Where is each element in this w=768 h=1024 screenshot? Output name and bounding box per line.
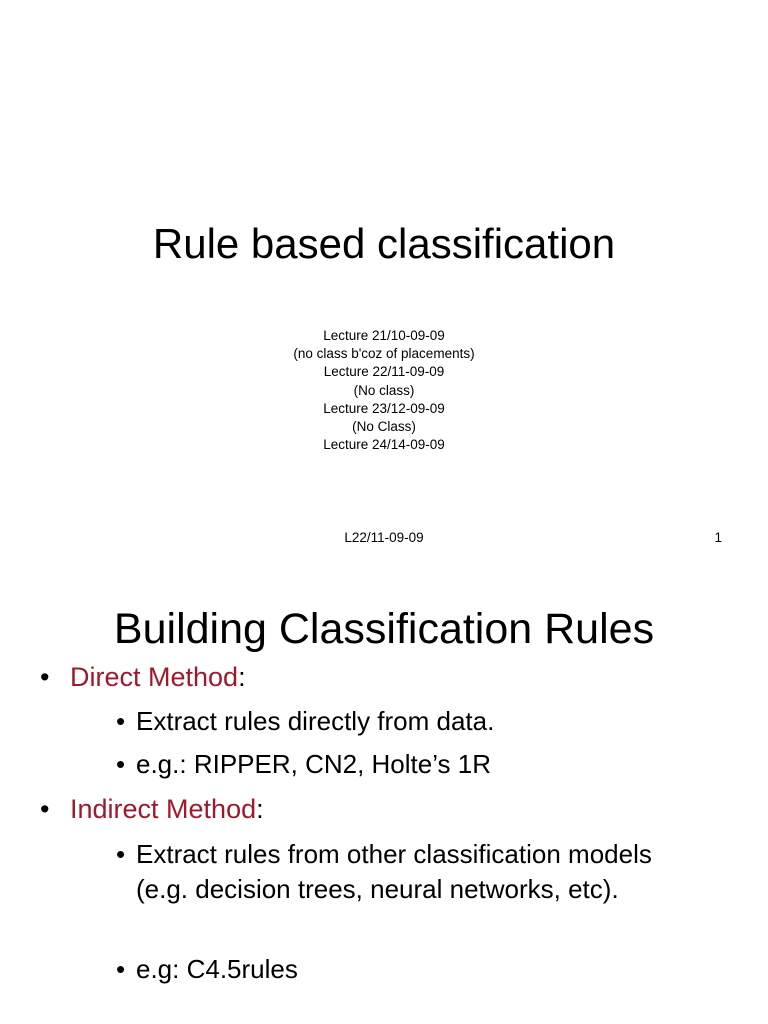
sub-bullet-text: e.g.: RIPPER, CN2, Holte’s 1R	[136, 749, 491, 779]
page-number: 1	[714, 530, 722, 545]
slide-2	[0, 576, 768, 1024]
colon: :	[256, 794, 264, 824]
lecture-list	[0, 327, 768, 454]
lecture-line: (no class b'coz of placements)	[293, 346, 475, 362]
bullet-icon: •	[40, 794, 50, 824]
sub-bullet-text: Extract rules from other classification models (e.g. decision trees, neural networks, etc).	[136, 839, 652, 904]
bullet-icon: •	[116, 954, 126, 984]
slide-title: Rule based classification	[152, 220, 616, 267]
sub-bullet-text: Extract rules directly from data.	[136, 706, 495, 736]
lecture-line: Lecture 23/12-09-09	[323, 400, 445, 416]
lecture-line: Lecture 21/10-09-09	[323, 328, 445, 343]
sub-bullet-text: e.g: C4.5rules	[136, 954, 298, 984]
lecture-line: Lecture 22/11-09-09	[323, 364, 445, 380]
bullet-icon: •	[40, 662, 50, 692]
lecture-line: Lecture 24/14-09-09	[323, 437, 445, 453]
bullet-direct-method	[40, 660, 246, 694]
bullet-icon: •	[116, 839, 126, 869]
bullet-icon: •	[116, 706, 126, 736]
sub-bullet	[116, 952, 298, 987]
slide-footer: L22/11-09-09	[344, 530, 424, 545]
lecture-line: (No Class)	[352, 419, 416, 435]
lecture-line: (No class)	[353, 382, 415, 398]
slide-title: Building Classification Rules	[113, 605, 655, 653]
direct-method-label: Direct Method	[70, 662, 239, 692]
indirect-method-label: Indirect Method	[70, 794, 257, 824]
sub-bullet	[116, 837, 656, 907]
colon: :	[238, 662, 246, 692]
bullet-indirect-method	[40, 792, 264, 826]
sub-bullet	[116, 747, 491, 782]
sub-bullet	[116, 704, 494, 739]
bullet-icon: •	[116, 749, 126, 779]
